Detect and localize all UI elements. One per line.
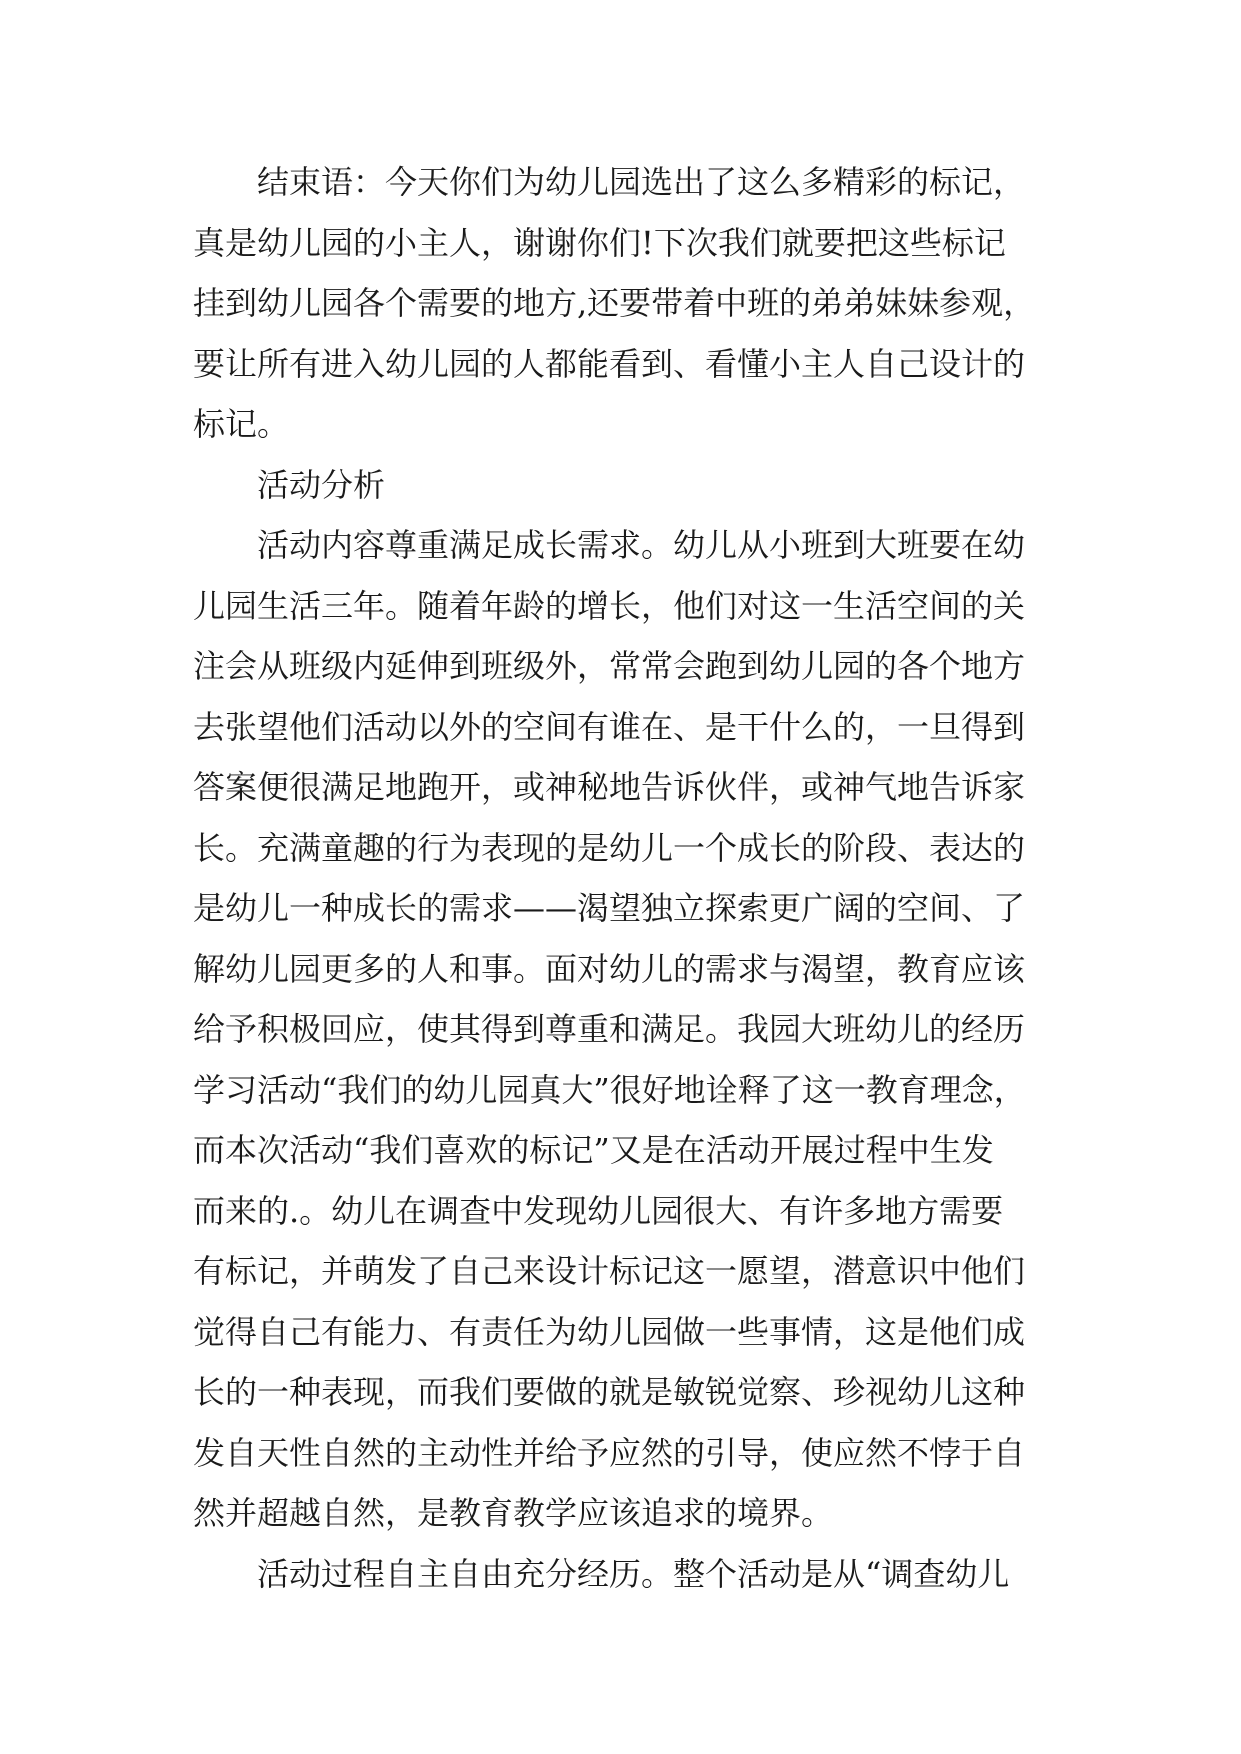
text-line: 而来的.。幼儿在调查中发现幼儿园很大、有许多地方需要	[193, 1191, 1004, 1230]
text-line: 长。充满童趣的行为表现的是幼儿一个成长的阶段、表达的	[193, 828, 1026, 867]
text-line: 是幼儿一种成长的需求——渴望独立探索更广阔的空间、了	[193, 889, 1026, 927]
body-text	[193, 152, 1093, 1604]
text-line: 注会从班级内延伸到班级外，常常会跑到幼儿园的各个地方	[193, 647, 1026, 685]
text-line: 答案便很满足地跑开，或神秘地告诉伙伴，或神气地告诉家	[193, 768, 1026, 806]
text-line: 学习活动“我们的幼儿园真大”很好地诠释了这一教育理念，	[193, 1070, 1026, 1109]
text-line: 去张望他们活动以外的空间有谁在、是干什么的，一旦得到	[193, 707, 1026, 746]
text-line: 挂到幼儿园各个需要的地方,还要带着中班的弟弟妹妹参观，	[193, 284, 1036, 322]
text-line: 发自天性自然的主动性并给予应然的引导，使应然不悖于自	[193, 1433, 1026, 1472]
text-line: 而本次活动“我们喜欢的标记”又是在活动开展过程中生发	[193, 1131, 994, 1169]
text-line: 然并超越自然，是教育教学应该追求的境界。	[193, 1494, 834, 1532]
text-line: 要让所有进入幼儿园的人都能看到、看懂小主人自己设计的	[193, 344, 1026, 383]
text-line: 觉得自己有能力、有责任为幼儿园做一些事情，这是他们成	[193, 1312, 1026, 1351]
text-line: 活动过程自主自由充分经历。整个活动是从“调查幼儿	[193, 1554, 1010, 1593]
text-line: 标记。	[193, 405, 290, 443]
text-line: 给予积极回应，使其得到尊重和满足。我园大班幼儿的经历	[193, 1010, 1026, 1048]
text-line: 结束语：今天你们为幼儿园选出了这么多精彩的标记，	[193, 163, 1026, 201]
text-line: 真是幼儿园的小主人，谢谢你们!下次我们就要把这些标记	[193, 223, 1006, 262]
text-line: 解幼儿园更多的人和事。面对幼儿的需求与渴望，教育应该	[193, 949, 1026, 988]
text-line: 有标记，并萌发了自己来设计标记这一愿望，潜意识中他们	[193, 1252, 1026, 1290]
section-heading: 活动分析	[193, 465, 386, 504]
text-line: 儿园生活三年。随着年龄的增长，他们对这一生活空间的关	[193, 586, 1026, 625]
text-line: 长的一种表现，而我们要做的就是敏锐觉察、珍视幼儿这种	[193, 1373, 1026, 1411]
text-line: 活动内容尊重满足成长需求。幼儿从小班到大班要在幼	[193, 526, 1026, 564]
